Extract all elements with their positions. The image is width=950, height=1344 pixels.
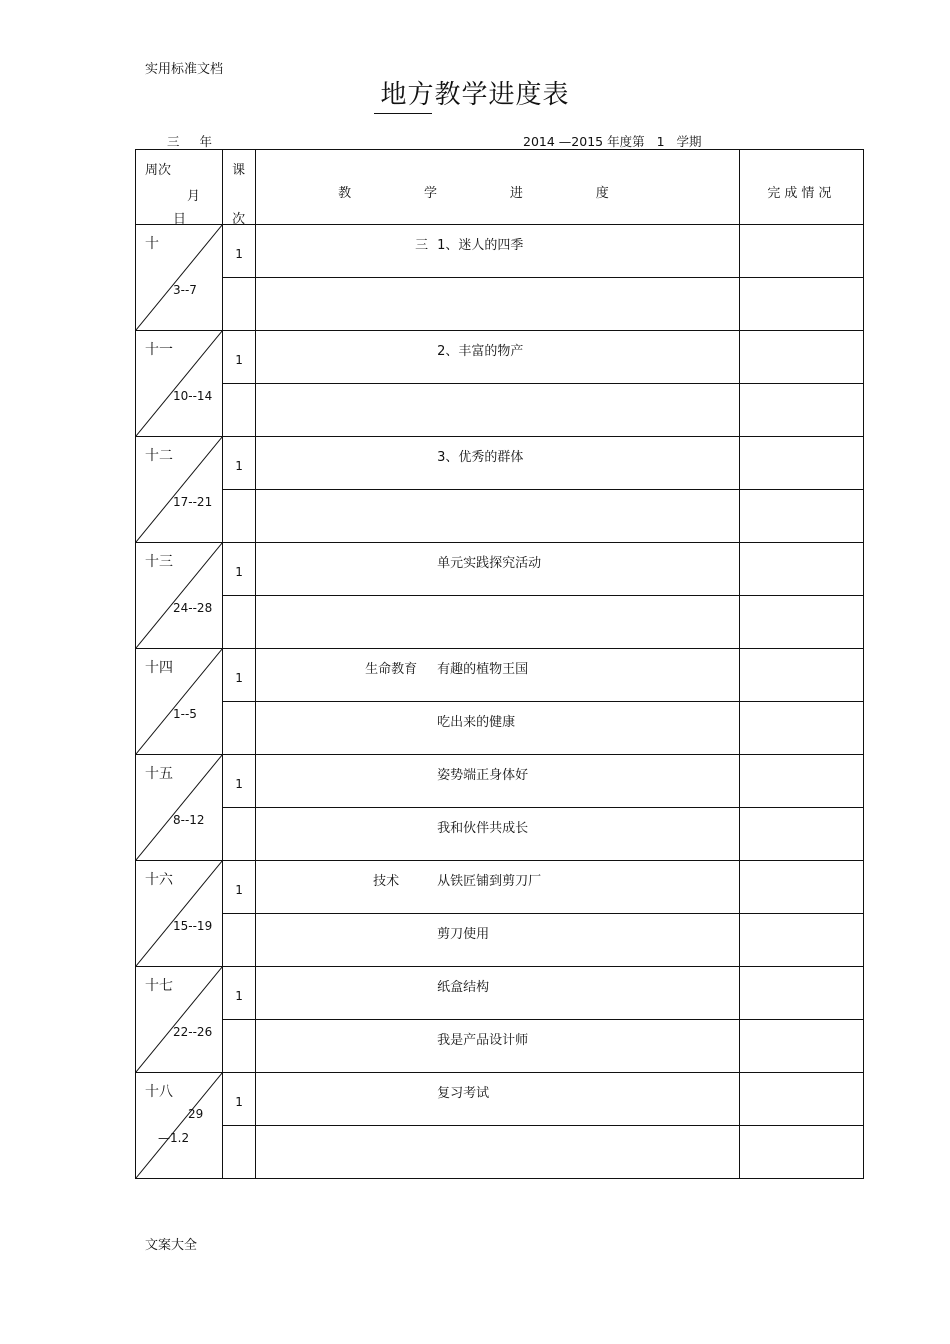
header-lesson-b: 次 xyxy=(232,212,246,227)
header-status xyxy=(739,150,863,225)
header-week-date xyxy=(136,150,223,225)
lesson-cell xyxy=(223,808,256,861)
table-row xyxy=(136,1073,864,1126)
table-row xyxy=(136,278,864,331)
progress-topic: 我和伙伴共成长 xyxy=(437,821,529,836)
header-progress-char: 学 xyxy=(424,186,438,201)
week-number: 十一 xyxy=(145,342,173,358)
table-row xyxy=(136,437,864,490)
header-progress xyxy=(256,150,740,225)
progress-topic: 3、优秀的群体 xyxy=(437,450,524,465)
lesson-count: 1 xyxy=(235,777,243,791)
progress-cell xyxy=(256,490,740,543)
week-number: 十二 xyxy=(145,448,173,464)
progress-cell xyxy=(256,861,740,914)
lesson-cell xyxy=(223,331,256,384)
table-row xyxy=(136,543,864,596)
table-row xyxy=(136,808,864,861)
progress-category: 技术 xyxy=(373,874,400,889)
grade-value: 三 xyxy=(167,134,180,149)
header-progress-char: 进 xyxy=(509,186,523,201)
week-dates: 24--28 xyxy=(173,601,213,615)
lesson-cell xyxy=(223,596,256,649)
lesson-cell xyxy=(223,490,256,543)
progress-topic: 复习考试 xyxy=(437,1086,490,1101)
status-cell xyxy=(739,384,863,437)
progress-cell xyxy=(256,225,740,278)
status-cell xyxy=(739,967,863,1020)
week-date-cell xyxy=(136,331,223,437)
week-dates-start: 29 xyxy=(188,1107,204,1121)
progress-cell xyxy=(256,702,740,755)
header-week: 周次 xyxy=(145,163,172,178)
week-date-cell xyxy=(136,1073,223,1179)
progress-cell xyxy=(256,437,740,490)
lesson-count: 1 xyxy=(235,247,243,261)
progress-topic: 剪刀使用 xyxy=(437,927,490,942)
table-row xyxy=(136,490,864,543)
progress-topic: 纸盒结构 xyxy=(437,980,490,995)
header-lesson xyxy=(223,150,256,225)
footer-note: 文案大全 xyxy=(145,1238,198,1253)
status-cell xyxy=(739,543,863,596)
table-row xyxy=(136,649,864,702)
semester-term: 1 xyxy=(649,134,673,150)
progress-cell xyxy=(256,755,740,808)
progress-topic: 从铁匠铺到剪刀厂 xyxy=(437,874,542,889)
lesson-cell xyxy=(223,967,256,1020)
week-number: 十四 xyxy=(145,660,173,676)
header-month: 月 xyxy=(187,189,201,204)
table-row xyxy=(136,914,864,967)
lesson-count: 1 xyxy=(235,459,243,473)
progress-cell xyxy=(256,543,740,596)
grade-suffix: 年 xyxy=(199,134,213,149)
progress-cell xyxy=(256,331,740,384)
semester-line xyxy=(523,132,702,150)
table-row xyxy=(136,755,864,808)
header-lesson-a: 课 xyxy=(232,163,246,178)
progress-cell xyxy=(256,1020,740,1073)
lesson-cell xyxy=(223,755,256,808)
lesson-cell xyxy=(223,861,256,914)
week-date-cell xyxy=(136,225,223,331)
lesson-count: 1 xyxy=(235,353,243,367)
progress-topic: 1、迷人的四季 xyxy=(437,238,524,253)
progress-category: 生命教育 xyxy=(365,662,418,677)
status-cell xyxy=(739,649,863,702)
week-dates: 22--26 xyxy=(173,1025,213,1039)
lesson-cell xyxy=(223,437,256,490)
week-date-cell xyxy=(136,543,223,649)
grade-line xyxy=(143,132,212,150)
week-date-cell xyxy=(136,967,223,1073)
lesson-cell xyxy=(223,225,256,278)
progress-category: 三 xyxy=(415,238,429,253)
week-dates-end: —1.2 xyxy=(158,1131,190,1145)
week-number: 十六 xyxy=(145,872,173,888)
lesson-count: 1 xyxy=(235,989,243,1003)
status-cell xyxy=(739,808,863,861)
status-cell xyxy=(739,702,863,755)
table-row xyxy=(136,1126,864,1179)
table-row xyxy=(136,1020,864,1073)
status-cell xyxy=(739,914,863,967)
header-day: 日 xyxy=(173,212,187,227)
progress-topic: 2、丰富的物产 xyxy=(437,344,524,359)
week-dates: 1--5 xyxy=(173,707,197,721)
week-dates: 3--7 xyxy=(173,283,197,297)
header-progress-char: 教 xyxy=(338,186,352,201)
semester-suffix: 学期 xyxy=(676,134,702,149)
header-status-label: 完成情况 xyxy=(767,186,836,201)
table-row xyxy=(136,861,864,914)
table-row xyxy=(136,384,864,437)
header-progress-char: 度 xyxy=(595,186,609,201)
progress-topic: 单元实践探究活动 xyxy=(437,556,542,571)
progress-table xyxy=(135,149,864,1179)
progress-cell xyxy=(256,808,740,861)
progress-cell xyxy=(256,1126,740,1179)
week-dates: 17--21 xyxy=(173,495,213,509)
lesson-cell xyxy=(223,702,256,755)
lesson-cell xyxy=(223,543,256,596)
semester-years: 2014 —2015 年度第 xyxy=(523,134,645,149)
status-cell xyxy=(739,490,863,543)
header-note: 实用标准文档 xyxy=(145,62,224,77)
status-cell xyxy=(739,331,863,384)
week-number: 十八 xyxy=(145,1084,173,1100)
title-underline xyxy=(374,113,432,114)
table-header-row xyxy=(136,150,864,225)
page-title: 地方教学进度表 xyxy=(380,80,570,110)
week-date-cell xyxy=(136,755,223,861)
table-row xyxy=(136,702,864,755)
status-cell xyxy=(739,1073,863,1126)
progress-topic: 吃出来的健康 xyxy=(437,715,516,730)
week-number: 十三 xyxy=(145,554,173,570)
progress-cell xyxy=(256,649,740,702)
week-date-cell xyxy=(136,861,223,967)
lesson-cell xyxy=(223,278,256,331)
week-number: 十 xyxy=(145,236,159,252)
table-row xyxy=(136,331,864,384)
progress-cell xyxy=(256,596,740,649)
lesson-count: 1 xyxy=(235,671,243,685)
lesson-count: 1 xyxy=(235,565,243,579)
lesson-cell xyxy=(223,1073,256,1126)
lesson-count: 1 xyxy=(235,883,243,897)
status-cell xyxy=(739,755,863,808)
week-date-cell xyxy=(136,437,223,543)
progress-topic: 我是产品设计师 xyxy=(437,1033,529,1048)
status-cell xyxy=(739,1126,863,1179)
progress-cell xyxy=(256,1073,740,1126)
status-cell xyxy=(739,278,863,331)
table-row xyxy=(136,225,864,278)
status-cell xyxy=(739,1020,863,1073)
table-row xyxy=(136,596,864,649)
table-row xyxy=(136,967,864,1020)
status-cell xyxy=(739,596,863,649)
week-date-cell xyxy=(136,649,223,755)
week-dates: 8--12 xyxy=(173,813,205,827)
week-number: 十七 xyxy=(145,978,173,994)
progress-topic: 姿势端正身体好 xyxy=(437,768,529,783)
progress-cell xyxy=(256,278,740,331)
lesson-cell xyxy=(223,1126,256,1179)
lesson-cell xyxy=(223,1020,256,1073)
progress-cell xyxy=(256,967,740,1020)
status-cell xyxy=(739,225,863,278)
week-dates: 15--19 xyxy=(173,919,213,933)
lesson-count: 1 xyxy=(235,1095,243,1109)
progress-cell xyxy=(256,384,740,437)
status-cell xyxy=(739,861,863,914)
lesson-cell xyxy=(223,384,256,437)
week-number: 十五 xyxy=(145,766,173,782)
lesson-cell xyxy=(223,914,256,967)
lesson-cell xyxy=(223,649,256,702)
progress-cell xyxy=(256,914,740,967)
status-cell xyxy=(739,437,863,490)
progress-topic: 有趣的植物王国 xyxy=(437,662,529,677)
week-dates: 10--14 xyxy=(173,389,213,403)
